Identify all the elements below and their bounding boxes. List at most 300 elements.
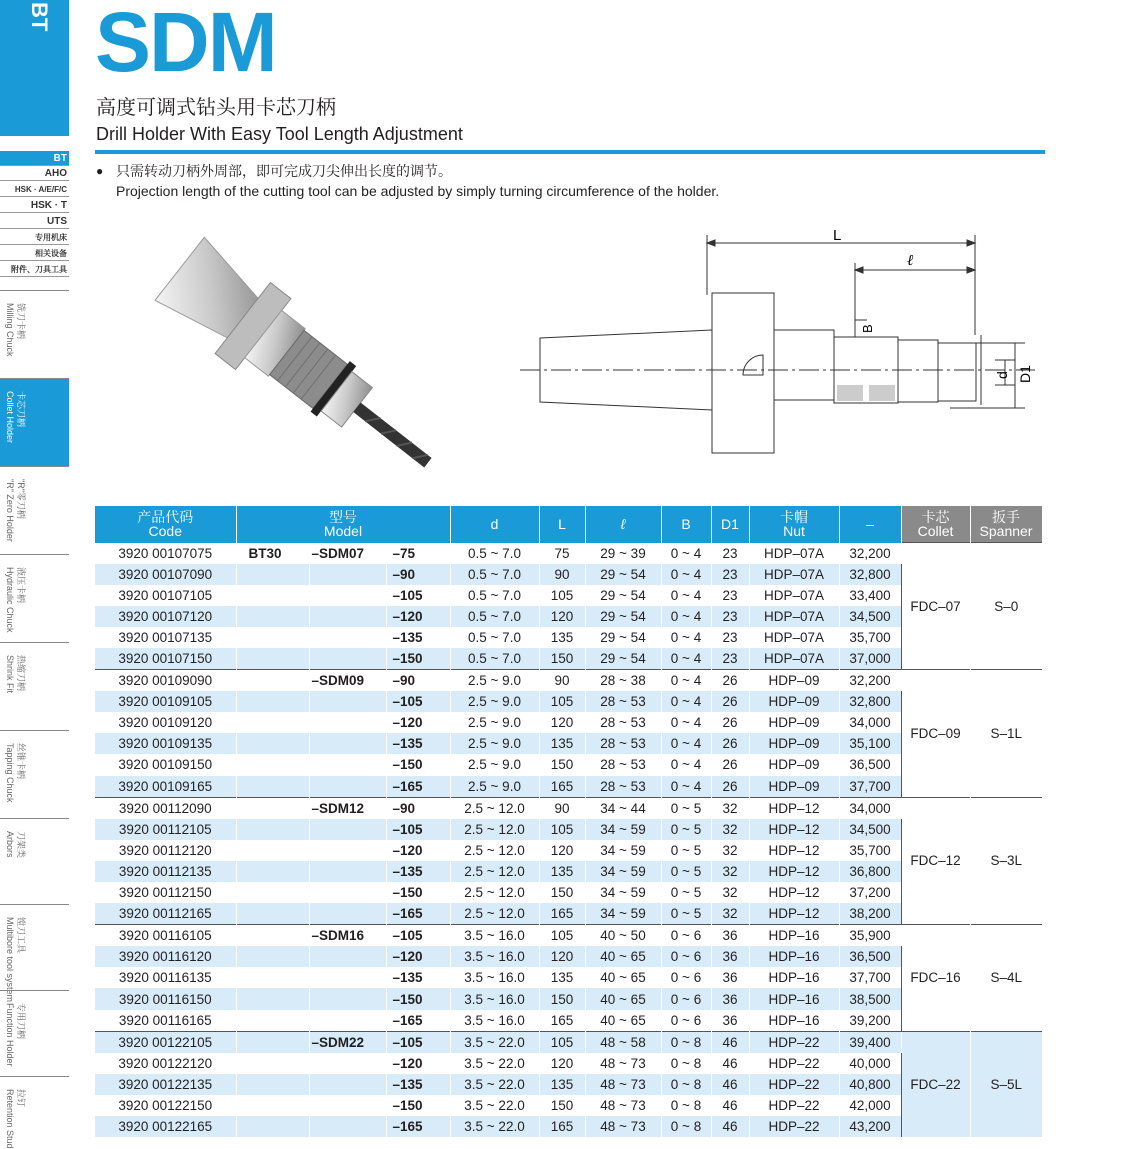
table-row <box>95 543 1042 564</box>
row-code: 3920 00116150 <box>95 988 236 1009</box>
row-B: 0 ~ 4 <box>661 670 711 692</box>
category-shrink-fit[interactable]: 热缩刀柄 Shrink Fit <box>0 642 69 731</box>
row-D1: 23 <box>711 543 749 564</box>
row-d: 3.5 ~ 16.0 <box>450 988 539 1009</box>
row-l: 34 ~ 59 <box>585 840 661 861</box>
row-l: 34 ~ 59 <box>585 819 661 840</box>
row-taper <box>236 1095 309 1116</box>
table-row <box>95 967 1042 988</box>
table-row <box>95 988 1042 1009</box>
row-code: 3920 00122150 <box>95 1095 236 1116</box>
row-B: 0 ~ 4 <box>661 543 711 564</box>
table-row <box>95 925 1042 947</box>
table-row <box>95 776 1042 798</box>
row-L: 105 <box>539 1031 585 1053</box>
row-taper <box>236 733 309 754</box>
table-row <box>95 754 1042 775</box>
row-D1: 36 <box>711 946 749 967</box>
row-price: 32,200 <box>839 543 901 564</box>
row-taper <box>236 1074 309 1095</box>
row-code: 3920 00112120 <box>95 840 236 861</box>
row-l: 48 ~ 73 <box>585 1053 661 1074</box>
row-series: –SDM09 <box>309 670 386 692</box>
row-nut: HDP–07A <box>749 627 839 648</box>
product-photo <box>100 215 480 500</box>
row-length: –105 <box>386 819 450 840</box>
row-price: 37,200 <box>839 882 901 903</box>
row-d: 2.5 ~ 12.0 <box>450 819 539 840</box>
row-taper <box>236 797 309 819</box>
row-D1: 23 <box>711 585 749 606</box>
row-length: –150 <box>386 754 450 775</box>
row-code: 3920 00122135 <box>95 1074 236 1095</box>
row-d: 2.5 ~ 12.0 <box>450 903 539 925</box>
table-row <box>95 882 1042 903</box>
row-length: –135 <box>386 627 450 648</box>
nav-item-accessories[interactable]: 附件、刀具工具 <box>0 262 69 277</box>
row-D1: 23 <box>711 648 749 670</box>
row-nut: HDP–12 <box>749 882 839 903</box>
row-D1: 46 <box>711 1053 749 1074</box>
row-L: 105 <box>539 691 585 712</box>
category-function-holder[interactable]: 专用刀柄 Function Holder <box>0 990 69 1077</box>
row-code: 3920 00116135 <box>95 967 236 988</box>
row-series <box>309 564 386 585</box>
nav-item-hsk-aefc[interactable]: HSK · A/E/F/C <box>0 182 69 197</box>
row-B: 0 ~ 4 <box>661 606 711 627</box>
row-nut: HDP–07A <box>749 543 839 564</box>
row-length: –75 <box>386 543 450 564</box>
row-taper <box>236 670 309 692</box>
row-length: –105 <box>386 691 450 712</box>
row-L: 105 <box>539 819 585 840</box>
row-length: –165 <box>386 776 450 798</box>
row-B: 0 ~ 5 <box>661 861 711 882</box>
row-l: 29 ~ 54 <box>585 648 661 670</box>
row-d: 2.5 ~ 12.0 <box>450 882 539 903</box>
row-l: 48 ~ 73 <box>585 1116 661 1137</box>
label-d: d <box>994 371 1010 379</box>
row-code: 3920 00109165 <box>95 776 236 798</box>
row-L: 150 <box>539 882 585 903</box>
row-D1: 36 <box>711 1010 749 1032</box>
row-l: 28 ~ 38 <box>585 670 661 692</box>
row-length: –105 <box>386 1031 450 1053</box>
row-L: 165 <box>539 1010 585 1032</box>
row-nut: HDP–16 <box>749 925 839 947</box>
row-D1: 32 <box>711 797 749 819</box>
subtitle-en: Drill Holder With Easy Tool Length Adjustment <box>96 124 463 144</box>
row-code: 3920 00109135 <box>95 733 236 754</box>
row-price: 34,000 <box>839 712 901 733</box>
row-B: 0 ~ 4 <box>661 648 711 670</box>
category-arbors[interactable]: 刀架类 Arbors <box>0 818 69 905</box>
row-d: 0.5 ~ 7.0 <box>450 564 539 585</box>
row-length: –135 <box>386 1074 450 1095</box>
row-code: 3920 00116105 <box>95 925 236 947</box>
row-length: –150 <box>386 988 450 1009</box>
category-collet-holder[interactable]: 卡芯刀柄 Collet Holder <box>0 378 69 467</box>
col-header-L: L <box>539 506 585 543</box>
row-code: 3920 00109150 <box>95 754 236 775</box>
row-spanner: S–5L <box>970 1031 1042 1137</box>
row-length: –90 <box>386 670 450 692</box>
row-D1: 26 <box>711 712 749 733</box>
row-code: 3920 00107150 <box>95 648 236 670</box>
row-code: 3920 00116165 <box>95 1010 236 1032</box>
row-series <box>309 627 386 648</box>
row-series <box>309 648 386 670</box>
category-multibore[interactable]: 镗刀工具 Multibore tool system <box>0 904 69 991</box>
row-d: 3.5 ~ 22.0 <box>450 1074 539 1095</box>
table-row <box>95 861 1042 882</box>
col-header-code: 产品代码 Code <box>95 506 236 543</box>
row-B: 0 ~ 4 <box>661 691 711 712</box>
row-code: 3920 00116120 <box>95 946 236 967</box>
row-d: 3.5 ~ 22.0 <box>450 1031 539 1053</box>
row-price: 38,500 <box>839 988 901 1009</box>
table-row <box>95 670 1042 692</box>
section-tab-bt[interactable] <box>0 0 69 136</box>
row-length: –120 <box>386 840 450 861</box>
row-D1: 32 <box>711 819 749 840</box>
row-code: 3920 00109105 <box>95 691 236 712</box>
row-B: 0 ~ 5 <box>661 903 711 925</box>
row-series <box>309 988 386 1009</box>
row-D1: 26 <box>711 776 749 798</box>
row-D1: 26 <box>711 670 749 692</box>
row-l: 29 ~ 54 <box>585 627 661 648</box>
row-series: –SDM22 <box>309 1031 386 1053</box>
row-l: 28 ~ 53 <box>585 691 661 712</box>
row-B: 0 ~ 6 <box>661 988 711 1009</box>
row-d: 3.5 ~ 16.0 <box>450 946 539 967</box>
row-taper <box>236 840 309 861</box>
row-taper <box>236 819 309 840</box>
table-row <box>95 903 1042 925</box>
row-length: –165 <box>386 1116 450 1137</box>
row-price: 37,000 <box>839 648 901 670</box>
row-nut: HDP–16 <box>749 946 839 967</box>
row-series <box>309 691 386 712</box>
row-price: 36,500 <box>839 754 901 775</box>
row-nut: HDP–12 <box>749 840 839 861</box>
row-taper <box>236 1053 309 1074</box>
row-d: 3.5 ~ 16.0 <box>450 967 539 988</box>
category-tapping-chuck[interactable]: 丝锥卡柄 Tapping Chuck <box>0 730 69 819</box>
row-length: –120 <box>386 712 450 733</box>
row-B: 0 ~ 8 <box>661 1116 711 1137</box>
row-taper <box>236 988 309 1009</box>
nav-item-aho[interactable]: AHO <box>0 166 69 181</box>
row-D1: 23 <box>711 627 749 648</box>
table-row <box>95 1116 1042 1137</box>
row-l: 34 ~ 59 <box>585 903 661 925</box>
row-taper <box>236 946 309 967</box>
table-row <box>95 797 1042 819</box>
row-B: 0 ~ 5 <box>661 819 711 840</box>
row-L: 135 <box>539 967 585 988</box>
row-length: –150 <box>386 882 450 903</box>
row-l: 28 ~ 53 <box>585 754 661 775</box>
row-spanner: S–1L <box>970 670 1042 798</box>
col-header-d: d <box>450 506 539 543</box>
row-length: –90 <box>386 564 450 585</box>
row-D1: 36 <box>711 988 749 1009</box>
title-divider <box>95 150 1045 154</box>
row-D1: 36 <box>711 967 749 988</box>
row-l: 48 ~ 73 <box>585 1095 661 1116</box>
row-code: 3920 00107105 <box>95 585 236 606</box>
row-nut: HDP–07A <box>749 648 839 670</box>
row-taper <box>236 627 309 648</box>
row-B: 0 ~ 5 <box>661 797 711 819</box>
row-code: 3920 00112105 <box>95 819 236 840</box>
row-taper: BT30 <box>236 543 309 564</box>
row-taper <box>236 1010 309 1032</box>
label-L: L <box>833 227 842 244</box>
row-length: –105 <box>386 925 450 947</box>
row-nut: HDP–07A <box>749 564 839 585</box>
row-length: –105 <box>386 585 450 606</box>
row-l: 40 ~ 65 <box>585 988 661 1009</box>
row-collet: FDC–09 <box>901 670 970 798</box>
row-L: 120 <box>539 712 585 733</box>
row-length: –135 <box>386 733 450 754</box>
row-B: 0 ~ 4 <box>661 627 711 648</box>
row-D1: 46 <box>711 1116 749 1137</box>
row-price: 34,500 <box>839 606 901 627</box>
section-tab-label: BT <box>27 2 52 32</box>
row-nut: HDP–09 <box>749 776 839 798</box>
row-L: 165 <box>539 776 585 798</box>
row-series <box>309 903 386 925</box>
row-d: 3.5 ~ 16.0 <box>450 925 539 947</box>
row-B: 0 ~ 8 <box>661 1053 711 1074</box>
row-spanner: S–0 <box>970 543 1042 670</box>
row-taper <box>236 1031 309 1053</box>
row-l: 28 ~ 53 <box>585 712 661 733</box>
row-code: 3920 00122105 <box>95 1031 236 1053</box>
row-nut: HDP–12 <box>749 797 839 819</box>
row-d: 0.5 ~ 7.0 <box>450 648 539 670</box>
row-code: 3920 00112165 <box>95 903 236 925</box>
row-taper <box>236 903 309 925</box>
row-D1: 46 <box>711 1095 749 1116</box>
row-length: –120 <box>386 606 450 627</box>
row-L: 90 <box>539 797 585 819</box>
row-series <box>309 585 386 606</box>
row-code: 3920 00122165 <box>95 1116 236 1137</box>
row-L: 150 <box>539 754 585 775</box>
row-price: 35,900 <box>839 925 901 947</box>
row-collet: FDC–16 <box>901 925 970 1031</box>
row-length: –120 <box>386 1053 450 1074</box>
nav-item-related-equipment[interactable]: 相关设备 <box>0 246 69 261</box>
row-D1: 32 <box>711 903 749 925</box>
row-length: –90 <box>386 797 450 819</box>
row-d: 2.5 ~ 12.0 <box>450 840 539 861</box>
row-D1: 46 <box>711 1031 749 1053</box>
row-series <box>309 1116 386 1137</box>
row-l: 34 ~ 59 <box>585 861 661 882</box>
row-B: 0 ~ 4 <box>661 564 711 585</box>
table-row <box>95 819 1042 840</box>
row-code: 3920 00112150 <box>95 882 236 903</box>
row-price: 35,700 <box>839 627 901 648</box>
feature-text-cn: 只需转动刀柄外周部，即可完成刀尖伸出长度的调节。 <box>116 164 452 180</box>
col-header-model: 型号 Model <box>236 506 450 543</box>
category-r-zero-holder[interactable]: "R"零刀柄 "R" Zero Holder <box>0 466 69 555</box>
row-B: 0 ~ 4 <box>661 733 711 754</box>
row-series <box>309 1074 386 1095</box>
row-nut: HDP–22 <box>749 1031 839 1053</box>
row-series: –SDM07 <box>309 543 386 564</box>
row-price: 32,800 <box>839 691 901 712</box>
row-price: 37,700 <box>839 967 901 988</box>
row-price: 33,400 <box>839 585 901 606</box>
row-B: 0 ~ 8 <box>661 1031 711 1053</box>
row-nut: HDP–07A <box>749 606 839 627</box>
row-l: 48 ~ 73 <box>585 1074 661 1095</box>
row-L: 120 <box>539 606 585 627</box>
row-taper <box>236 1116 309 1137</box>
row-d: 2.5 ~ 9.0 <box>450 691 539 712</box>
row-length: –135 <box>386 861 450 882</box>
row-code: 3920 00107090 <box>95 564 236 585</box>
row-L: 150 <box>539 1095 585 1116</box>
row-series <box>309 1095 386 1116</box>
row-series <box>309 733 386 754</box>
row-B: 0 ~ 4 <box>661 585 711 606</box>
row-series <box>309 712 386 733</box>
table-row <box>95 564 1042 585</box>
row-nut: HDP–16 <box>749 967 839 988</box>
row-D1: 26 <box>711 733 749 754</box>
row-nut: HDP–22 <box>749 1074 839 1095</box>
row-collet: FDC–22 <box>901 1031 970 1137</box>
row-d: 0.5 ~ 7.0 <box>450 543 539 564</box>
row-nut: HDP–16 <box>749 1010 839 1032</box>
row-D1: 46 <box>711 1074 749 1095</box>
row-L: 165 <box>539 1116 585 1137</box>
row-L: 150 <box>539 648 585 670</box>
row-nut: HDP–09 <box>749 712 839 733</box>
row-B: 0 ~ 6 <box>661 925 711 947</box>
table-row <box>95 585 1042 606</box>
row-d: 2.5 ~ 12.0 <box>450 861 539 882</box>
row-B: 0 ~ 4 <box>661 776 711 798</box>
row-nut: HDP–16 <box>749 988 839 1009</box>
row-nut: HDP–12 <box>749 861 839 882</box>
row-series <box>309 1010 386 1032</box>
row-taper <box>236 585 309 606</box>
table-row <box>95 733 1042 754</box>
row-taper <box>236 776 309 798</box>
row-nut: HDP–09 <box>749 733 839 754</box>
row-D1: 32 <box>711 882 749 903</box>
col-header-collet: 卡芯 Collet <box>901 506 970 543</box>
row-taper <box>236 606 309 627</box>
row-B: 0 ~ 8 <box>661 1074 711 1095</box>
row-length: –150 <box>386 648 450 670</box>
row-series <box>309 840 386 861</box>
nav-item-special-machine[interactable]: 专用机床 <box>0 230 69 245</box>
row-d: 0.5 ~ 7.0 <box>450 606 539 627</box>
row-l: 40 ~ 65 <box>585 967 661 988</box>
row-code: 3920 00109120 <box>95 712 236 733</box>
table-row <box>95 712 1042 733</box>
row-d: 3.5 ~ 16.0 <box>450 1010 539 1032</box>
row-B: 0 ~ 5 <box>661 882 711 903</box>
row-l: 34 ~ 59 <box>585 882 661 903</box>
row-code: 3920 00107075 <box>95 543 236 564</box>
row-taper <box>236 754 309 775</box>
col-header-l: ℓ <box>585 506 661 543</box>
category-hydraulic-chuck[interactable]: 液压卡柄 Hydraulic Chuck <box>0 554 69 643</box>
label-D1: D1 <box>1017 365 1033 383</box>
row-B: 0 ~ 4 <box>661 712 711 733</box>
row-price: 34,500 <box>839 819 901 840</box>
row-code: 3920 00109090 <box>95 670 236 692</box>
row-length: –165 <box>386 1010 450 1032</box>
row-L: 120 <box>539 1053 585 1074</box>
row-price: 35,700 <box>839 840 901 861</box>
bullet-icon: ● <box>96 164 104 178</box>
row-series <box>309 776 386 798</box>
col-header-D1: D1 <box>711 506 749 543</box>
row-spanner: S–3L <box>970 797 1042 925</box>
row-price: 37,700 <box>839 776 901 798</box>
table-row <box>95 1010 1042 1032</box>
row-taper <box>236 691 309 712</box>
row-price: 43,200 <box>839 1116 901 1137</box>
row-taper <box>236 712 309 733</box>
row-price: 40,000 <box>839 1053 901 1074</box>
table-row <box>95 691 1042 712</box>
dimension-drawing <box>515 225 1055 465</box>
row-B: 0 ~ 4 <box>661 754 711 775</box>
row-taper <box>236 882 309 903</box>
row-code: 3920 00112090 <box>95 797 236 819</box>
row-series <box>309 754 386 775</box>
spec-table <box>95 506 1043 1137</box>
row-series <box>309 967 386 988</box>
row-series <box>309 819 386 840</box>
table-row <box>95 1031 1042 1053</box>
feature-text-en: Projection length of the cutting tool can be adjusted by simply turning circumference of the holder. <box>116 183 720 199</box>
row-taper <box>236 648 309 670</box>
label-l: ℓ <box>907 253 914 269</box>
row-price: 40,800 <box>839 1074 901 1095</box>
row-length: –150 <box>386 1095 450 1116</box>
nav-item-uts[interactable]: UTS <box>0 214 69 229</box>
row-D1: 32 <box>711 861 749 882</box>
nav-item-hsk-t[interactable]: HSK · T <box>0 198 69 213</box>
category-retention-stud[interactable]: 拉钉 Retention Stud <box>0 1076 69 1140</box>
col-header-B: B <box>661 506 711 543</box>
row-code: 3920 00112135 <box>95 861 236 882</box>
row-d: 2.5 ~ 9.0 <box>450 754 539 775</box>
row-collet: FDC–07 <box>901 543 970 670</box>
category-milling-chuck[interactable]: 铣刀卡柄 Milling Chuck <box>0 290 69 379</box>
row-price: 34,000 <box>839 797 901 819</box>
col-header-price: – <box>839 506 901 543</box>
row-l: 29 ~ 54 <box>585 585 661 606</box>
row-D1: 36 <box>711 925 749 947</box>
nav-item-bt[interactable]: BT <box>0 151 69 166</box>
row-nut: HDP–09 <box>749 754 839 775</box>
